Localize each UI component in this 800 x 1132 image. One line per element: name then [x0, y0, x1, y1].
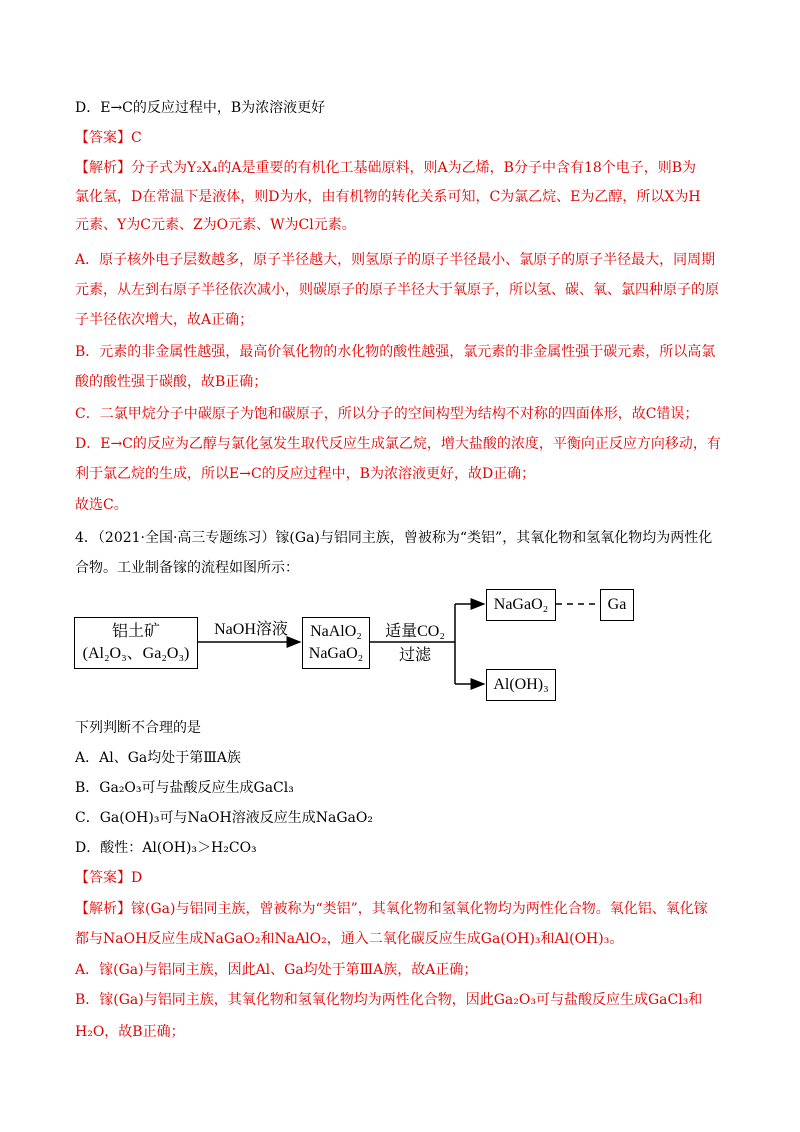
ore-box: [74, 617, 198, 669]
explanation-q3-d-line2: 利于氯乙烷的生成，所以E→C的反应过程中，B为浓溶液更好，故D正确；: [75, 466, 536, 482]
nagao2-text: NaGaO₂: [493, 596, 549, 613]
explanation-q4-a: A．镓(Ga)与铝同主族，因此Al、Ga均处于第ⅢA族，故A正确；: [75, 962, 478, 978]
co2-label: 适量CO₂: [385, 623, 445, 640]
explanation-q3-a-line3: 子半径依次增大，故A正确；: [75, 312, 254, 328]
question4-stem-line1: 4．（2021·全国·高三专题练习）镓(Ga)与铝同主族，曾被称为“类铝”，其氧化物和氢氧化物均为两性化: [75, 530, 713, 546]
question4-option-d: D．酸性：Al(OH)₃＞H₂CO₃: [75, 840, 257, 856]
explanation-q3-c-line1: C．二氯甲烷分子中碳原子为饱和碳原子，所以分子的空间构型为结构不对称的四面体形，故C错误；: [75, 406, 699, 422]
aloh3-text: Al(OH)₃: [493, 676, 549, 693]
nagao2-box: [486, 589, 556, 621]
filter-label: 过滤: [398, 647, 431, 664]
explanation-q4-b-line2: H₂O，故B正确；: [75, 1024, 185, 1040]
explanation-q3-a-line2: 元素，从左到右原子半径依次减小，则碳原子的原子半径大于氧原子，所以氢、碳、氧、氯四种原子的原: [75, 282, 719, 298]
explanation-q3-b-line2: 酸的酸性强于碳酸，故B正确；: [75, 374, 268, 390]
question3-option-d: D．E→C的反应过程中，B为浓溶液更好: [75, 100, 326, 116]
naoh-label: NaOH溶液: [214, 621, 288, 638]
question4-stem-line2: 合物。工业制备镓的流程如图所示：: [75, 560, 299, 576]
ga-text: Ga: [607, 596, 627, 613]
explanation-q3-line1: 【解析】分子式为Y₂X₄的A是重要的有机化工基础原料，则A为乙烯，B分子中含有18个电子，则B为: [75, 160, 697, 176]
explanation-q3-d-line1: D．E→C的反应为乙醇与氯化氢发生取代反应生成氯乙烷，增大盐酸的浓度，平衡向正反应方向移动，有: [75, 436, 721, 452]
explanation-q3-line2: 氯化氢，D在常温下是液体，则D为水，由有机物的转化关系可知，C为氯乙烷、E为乙醇，所以X为H: [75, 189, 701, 205]
question4-option-a: A．Al、Ga均处于第ⅢA族: [75, 750, 241, 766]
answer-q3: 【答案】C: [75, 130, 142, 146]
intermediate-naalo2: NaAlO₂: [310, 623, 362, 640]
ore-name: 铝土矿: [111, 623, 160, 640]
explanation-q3-b-line1: B．元素的非金属性越强，最高价氧化物的水化物的酸性越强，氯元素的非金属性强于碳元素，所以高氯: [75, 344, 716, 360]
explanation-q4-line1: 【解析】镓(Ga)与铝同主族，曾被称为“类铝”，其氧化物和氢氧化物均为两性化合物。氧化铝、氧化镓: [75, 901, 708, 917]
answer-q4: 【答案】D: [75, 870, 143, 886]
explanation-q3-line3: 元素、Y为C元素、Z为O元素、W为Cl元素。: [75, 217, 356, 233]
explanation-q4-b-line1: B．镓(Ga)与铝同主族，其氧化物和氢氧化物均为两性化合物，因此Ga₂O₃可与盐酸反应生成GaCl₃和: [75, 992, 703, 1008]
aloh3-box: [486, 669, 556, 701]
explanation-q3-conclusion: 故选C。: [75, 497, 128, 513]
question4-option-b: B．Ga₂O₃可与盐酸反应生成GaCl₃: [75, 780, 294, 796]
ga-box: [600, 589, 634, 621]
explanation-q3-a-line1: A．原子核外电子层数越多，原子半径越大，则氢原子的原子半径最小、氯原子的原子半径最大，同周期: [75, 252, 716, 268]
intermediate-nagao2: NaGaO₂: [308, 645, 364, 662]
question4-option-c: C．Ga(OH)₃可与NaOH溶液反应生成NaGaO₂: [75, 810, 373, 826]
intermediate-box: [302, 617, 370, 669]
ore-composition: (Al₂O₃、Ga₂O₃): [82, 645, 190, 662]
explanation-q4-line2: 都与NaOH反应生成NaGaO₂和NaAlO₂，通入二氧化碳反应生成Ga(OH)₃和Al(OH)₃。: [75, 931, 624, 947]
question4-prompt: 下列判断不合理的是: [75, 720, 201, 736]
